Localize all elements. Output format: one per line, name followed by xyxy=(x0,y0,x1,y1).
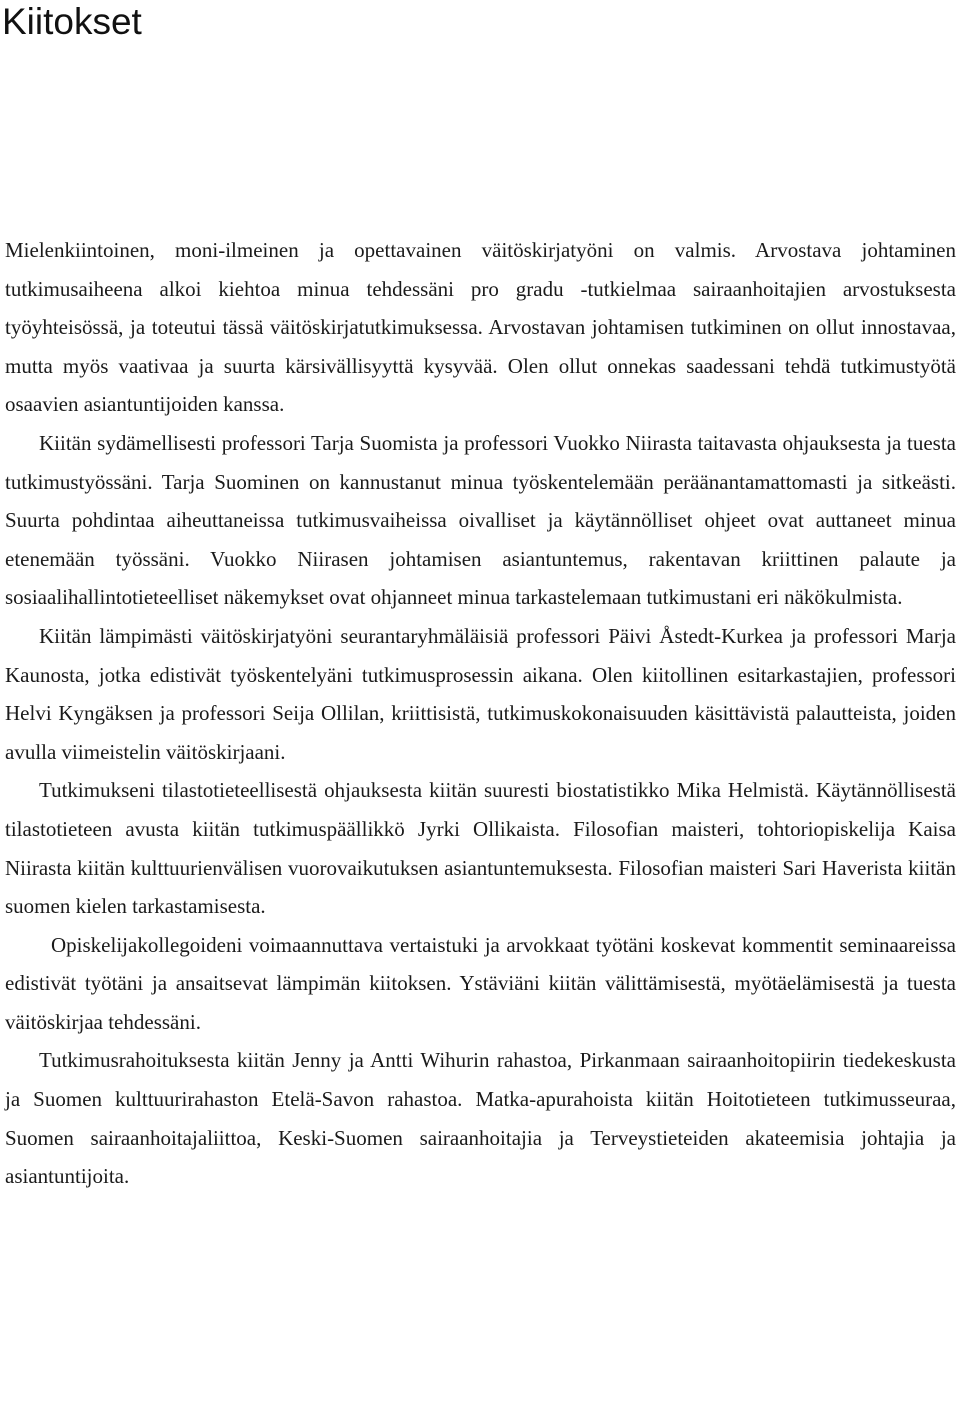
paragraph-intro: Mielenkiintoinen, moni-ilmeinen ja opettavainen väitöskirjatyöni on valmis. Arvostava johtaminen tutkimusaiheena alkoi kiehtoa minua tehdessäni pro gradu -tutkielmaa sairaanhoitajien arvostuksesta työyhteisössä, ja toteutui tässä väitöskirjatutkimuksessa. Arvostavan johtamisen tutkiminen on ollut innostavaa, mutta myös vaativaa ja suurta kärsivällisyyttä kysyvää. Olen ollut onnekas saadessani tehdä tutkimustyötä osaavien asiantuntijoiden kanssa. xyxy=(5,238,956,417)
page-title: Kiitokset xyxy=(2,1,142,42)
paragraph-supervisors: Kiitän sydämellisesti professori Tarja Suomista ja professori Vuokko Niirasta taitavasta ohjauksesta ja tuesta tutkimustyössäni. Tarja Suominen on kannustanut minua työskentelemään peräänantamattomasti ja sitkeästi. Suurta pohdintaa aiheuttaneissa tutkimusvaiheissa oivalliset ja käytännölliset ohjeet ovat auttaneet minua etenemään työssäni. Vuokko Niirasen johtamisen asiantuntemus, rakentavan kriittinen palaute ja sosiaalihallintotieteelliset näkemykset ovat ohjanneet minua tarkastelemaan tutkimustani eri näkökulmista. xyxy=(5,430,956,610)
paragraph-colleagues: Opiskelijakollegoideni voimaannuttava vertaistuki ja arvokkaat työtäni koskevat kommentit seminaareissa edistivät työtäni ja ansaitsevat lämpimän kiitoksen. Ystäviäni kiitän välittämisestä, myötäelämisestä ja tuesta väitöskirjaa tehdessäni. xyxy=(5,932,956,1034)
paragraph-follow-up-group: Kiitän lämpimästi väitöskirjatyöni seurantaryhmäläisiä professori Päivi Åstedt-Kurkea ja professori Marja Kaunosta, jotka edistivät työskentelyäni tutkimusprosessin aikana. Olen kiitollinen esitarkastajien, professori Helvi Kyngäksen ja professori Seija Ollilan, kriittisistä, tutkimuskokonaisuuden käsittävistä palautteista, joiden avulla viimeistelin väitöskirjaani. xyxy=(5,623,956,764)
paragraph-statistics: Tutkimukseni tilastotieteellisestä ohjauksesta kiitän suuresti biostatistikko Mika Helmistä. Käytännöllisestä tilastotieteen avusta kiitän tutkimuspäällikkö Jyrki Ollikaista. Filosofian maisteri, tohtoriopiskelija Kaisa Niirasta kiitän kulttuurienvälisen vuorovaikutuksen asiantuntemuksesta. Filosofian maisteri Sari Haverista kiitän suomen kielen tarkastamisesta. xyxy=(5,778,956,919)
paragraph-funding: Tutkimusrahoituksesta kiitän Jenny ja Antti Wihurin rahastoa, Pirkanmaan sairaanhoitopiirin tiedekeskusta ja Suomen kulttuurirahaston Etelä-Savon rahastoa. Matka-apurahoista kiitän Hoitotieteen tutkimusseuraa, Suomen sairaanhoitajaliittoa, Keski-Suomen sairaanhoitajia ja Terveystieteiden akateemisia johtajia ja asiantuntijoita. xyxy=(5,1048,956,1189)
document-body xyxy=(5,231,956,1196)
